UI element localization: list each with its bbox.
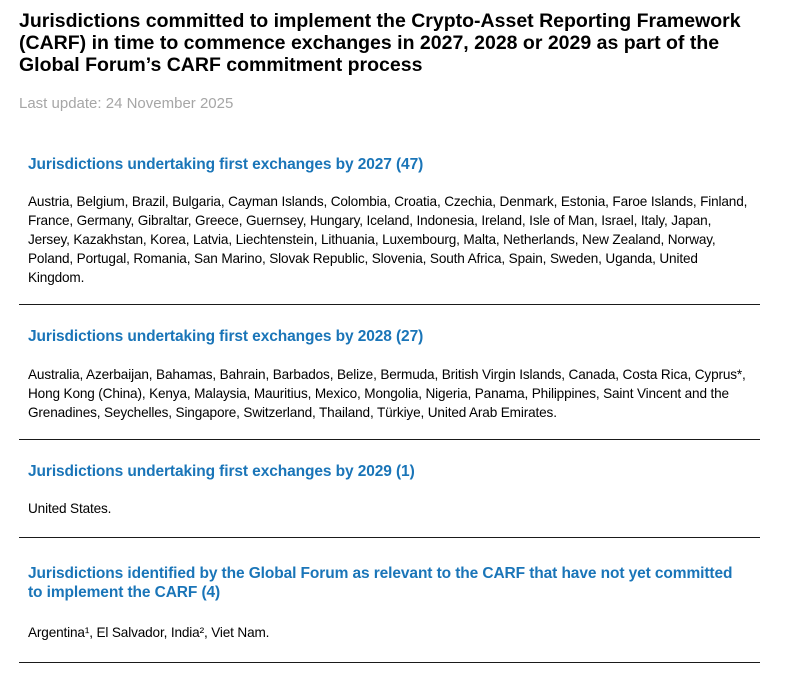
section-heading: Jurisdictions undertaking first exchanges by 2028 (27) [28, 328, 424, 345]
section-heading: Jurisdictions undertaking first exchanges by 2027 (47) [28, 156, 424, 173]
section-not-yet-committed [19, 563, 760, 663]
section-2027-exchanges [19, 150, 760, 305]
jurisdiction-list: Austria, Belgium, Brazil, Bulgaria, Cayman Islands, Colombia, Croatia, Czechia, Denmark, Estonia, Faroe Islands, Finland, France, Germany, Gibraltar, Greece, Guernsey, Hungary, Iceland, Indonesia, Ireland, Isle of Man, Israel, Italy, Japan, Jersey, Kazakhstan, Korea, Latvia, Liechtenstein, Lithuania, Luxembourg, Malta, Netherlands, New Zealand, Norway, Poland, Portugal, Romania, San Marino, Slovak Republic, Slovenia, South Africa, Spain, Sweden, Uganda, United Kingdom. [28, 194, 748, 285]
section-2029-exchanges [19, 460, 760, 538]
page-title: Jurisdictions committed to implement the Crypto-Asset Reporting Framework (CARF) in time to commence exchanges in 2027, 2028 or 2029 as part of the Global Forum’s CARF commitment process [19, 10, 741, 76]
jurisdiction-list: United States. [28, 501, 112, 516]
section-heading: Jurisdictions undertaking first exchanges by 2029 (1) [28, 463, 415, 480]
section-heading: Jurisdictions identified by the Global Forum as relevant to the CARF that have not yet committed to implement the CARF (4) [28, 565, 733, 601]
jurisdiction-list: Australia, Azerbaijan, Bahamas, Bahrain, Barbados, Belize, Bermuda, British Virgin Islands, Canada, Costa Rica, Cyprus*, Hong Kong (China), Kenya, Malaysia, Mauritius, Mexico, Mongolia, Nigeria, Panama, Philippines, Saint Vincent and the Grenadines, Seychelles, Singapore, Switzerland, Thailand, Türkiye, United Arab Emirates. [28, 367, 746, 420]
section-2028-exchanges [19, 324, 760, 440]
last-update-date: Last update: 24 November 2025 [19, 95, 234, 112]
jurisdiction-list: Argentina¹, El Salvador, India², Viet Nam. [28, 625, 270, 640]
